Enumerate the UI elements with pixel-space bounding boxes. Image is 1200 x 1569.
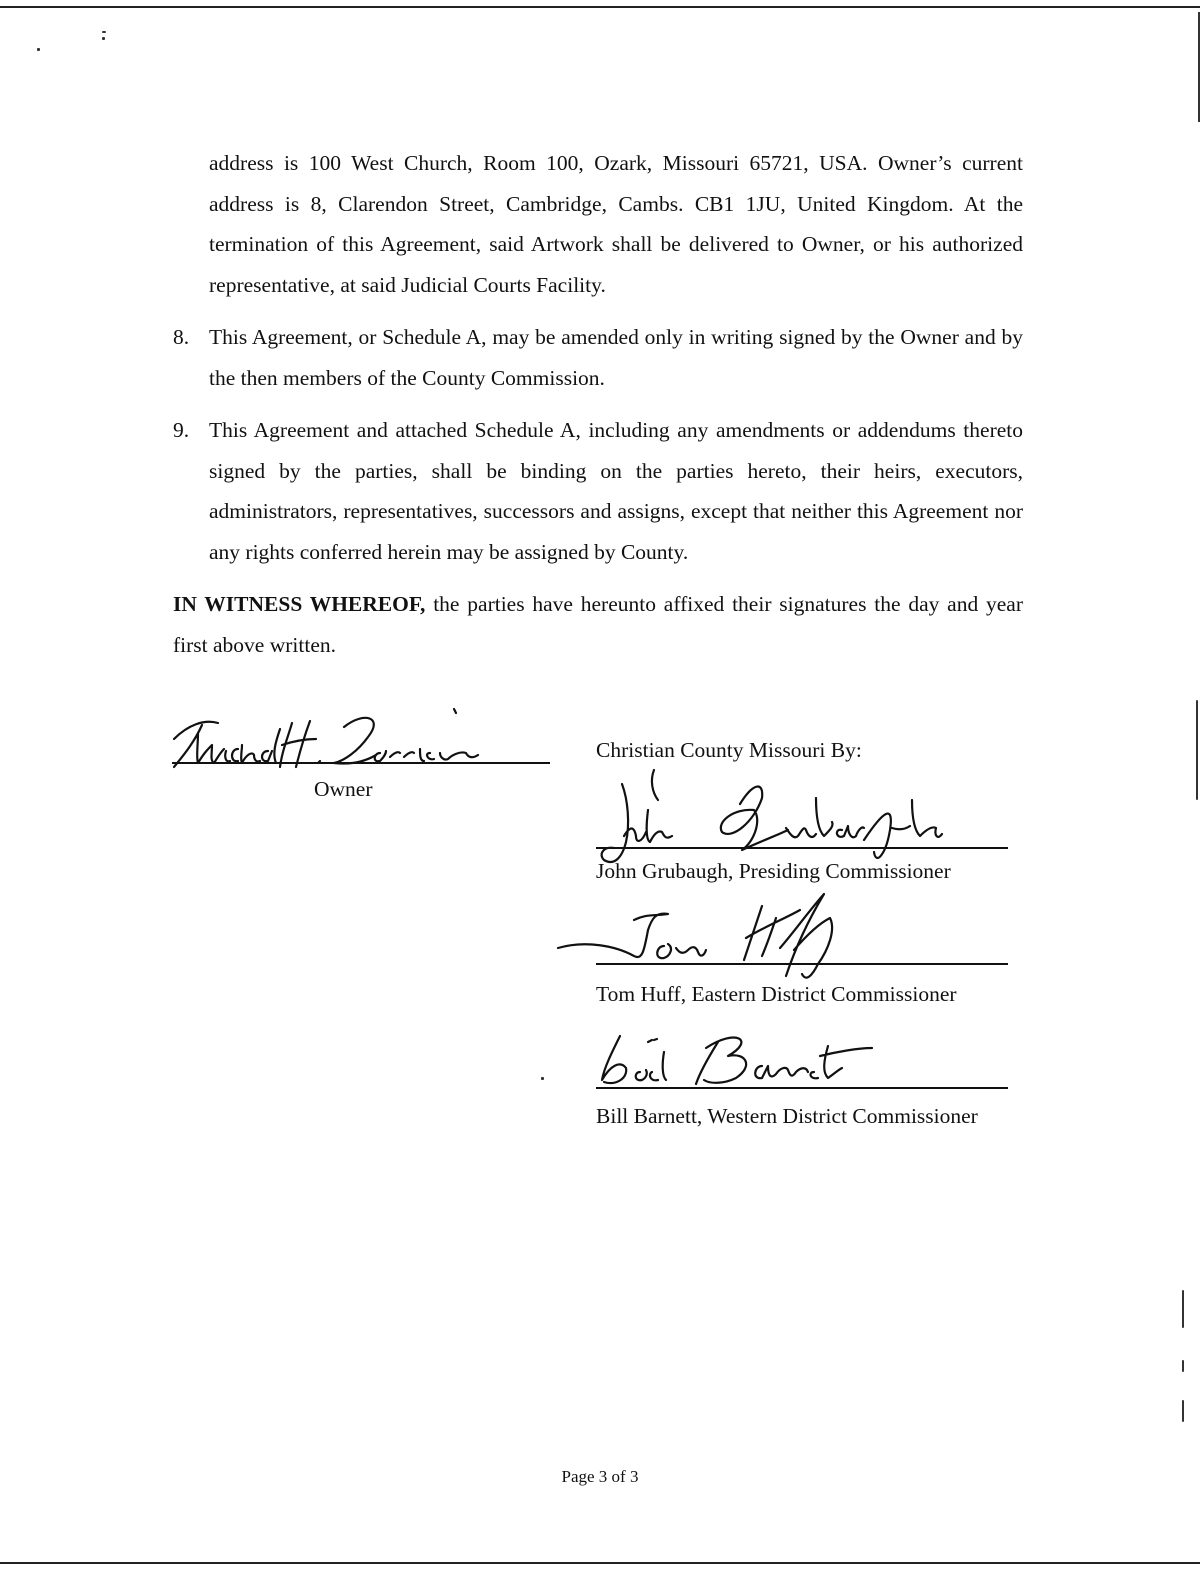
- owner-label: Owner: [314, 777, 373, 801]
- scan-speck: [1182, 1400, 1184, 1422]
- barnett-signature-line: [596, 1087, 1008, 1089]
- scan-speck: [37, 48, 40, 51]
- paragraph-continuation: address is 100 West Church, Room 100, Ozark, Missouri 65721, USA. Owner’s current address is 8, Clarendon Street, Cambridge, Cambs. CB1 1JU, United Kingdom. At the termination of this Agreement, said Artwork shall be delivered to Owner, or his authorized representative, at said Judicial Courts Facility.: [209, 151, 1023, 297]
- scan-speck: [1182, 1360, 1184, 1372]
- list-item: [173, 410, 1023, 572]
- owner-signature-line: [172, 762, 550, 764]
- barnett-label: Bill Barnett, Western District Commissioner: [596, 1104, 978, 1128]
- scan-speck: [1196, 700, 1198, 800]
- scan-speck: [102, 37, 105, 40]
- scan-edge-bottom: [0, 1562, 1200, 1564]
- item-text: This Agreement and attached Schedule A, including any amendments or addendums thereto signed by the parties, shall be binding on the parties hereto, their heirs, executors, administrators, representatives, successors and assigns, except that neither this Agreement nor any rights conferred herein may be assigned by County.: [209, 418, 1023, 564]
- witness-text: the parties have hereunto affixed their signatures the day and year first above written.: [173, 592, 1024, 657]
- scan-speck: [1182, 1290, 1184, 1328]
- item-text: This Agreement, or Schedule A, may be amended only in writing signed by the Owner and by the then members of the County Commission.: [209, 325, 1023, 390]
- scan-speck: [541, 1077, 544, 1080]
- scan-speck: [102, 31, 106, 33]
- barnett-signature: [596, 1022, 886, 1092]
- huff-label: Tom Huff, Eastern District Commissioner: [596, 982, 957, 1006]
- scan-edge-top: [0, 6, 1200, 8]
- huff-signature-line: [596, 963, 1008, 965]
- huff-signature: [556, 890, 896, 990]
- county-heading: Christian County Missouri By:: [596, 738, 862, 762]
- witness-paragraph: [173, 584, 1023, 665]
- item-number: 8.: [173, 325, 190, 349]
- page-number: Page 3 of 3: [561, 1467, 639, 1486]
- witness-heading: IN WITNESS WHEREOF,: [173, 592, 426, 616]
- list-item: [173, 317, 1023, 398]
- item-number: 9.: [173, 418, 190, 442]
- grubaugh-label: John Grubaugh, Presiding Commissioner: [596, 859, 951, 883]
- owner-signature: [168, 705, 498, 775]
- grubaugh-signature-line: [596, 847, 1008, 849]
